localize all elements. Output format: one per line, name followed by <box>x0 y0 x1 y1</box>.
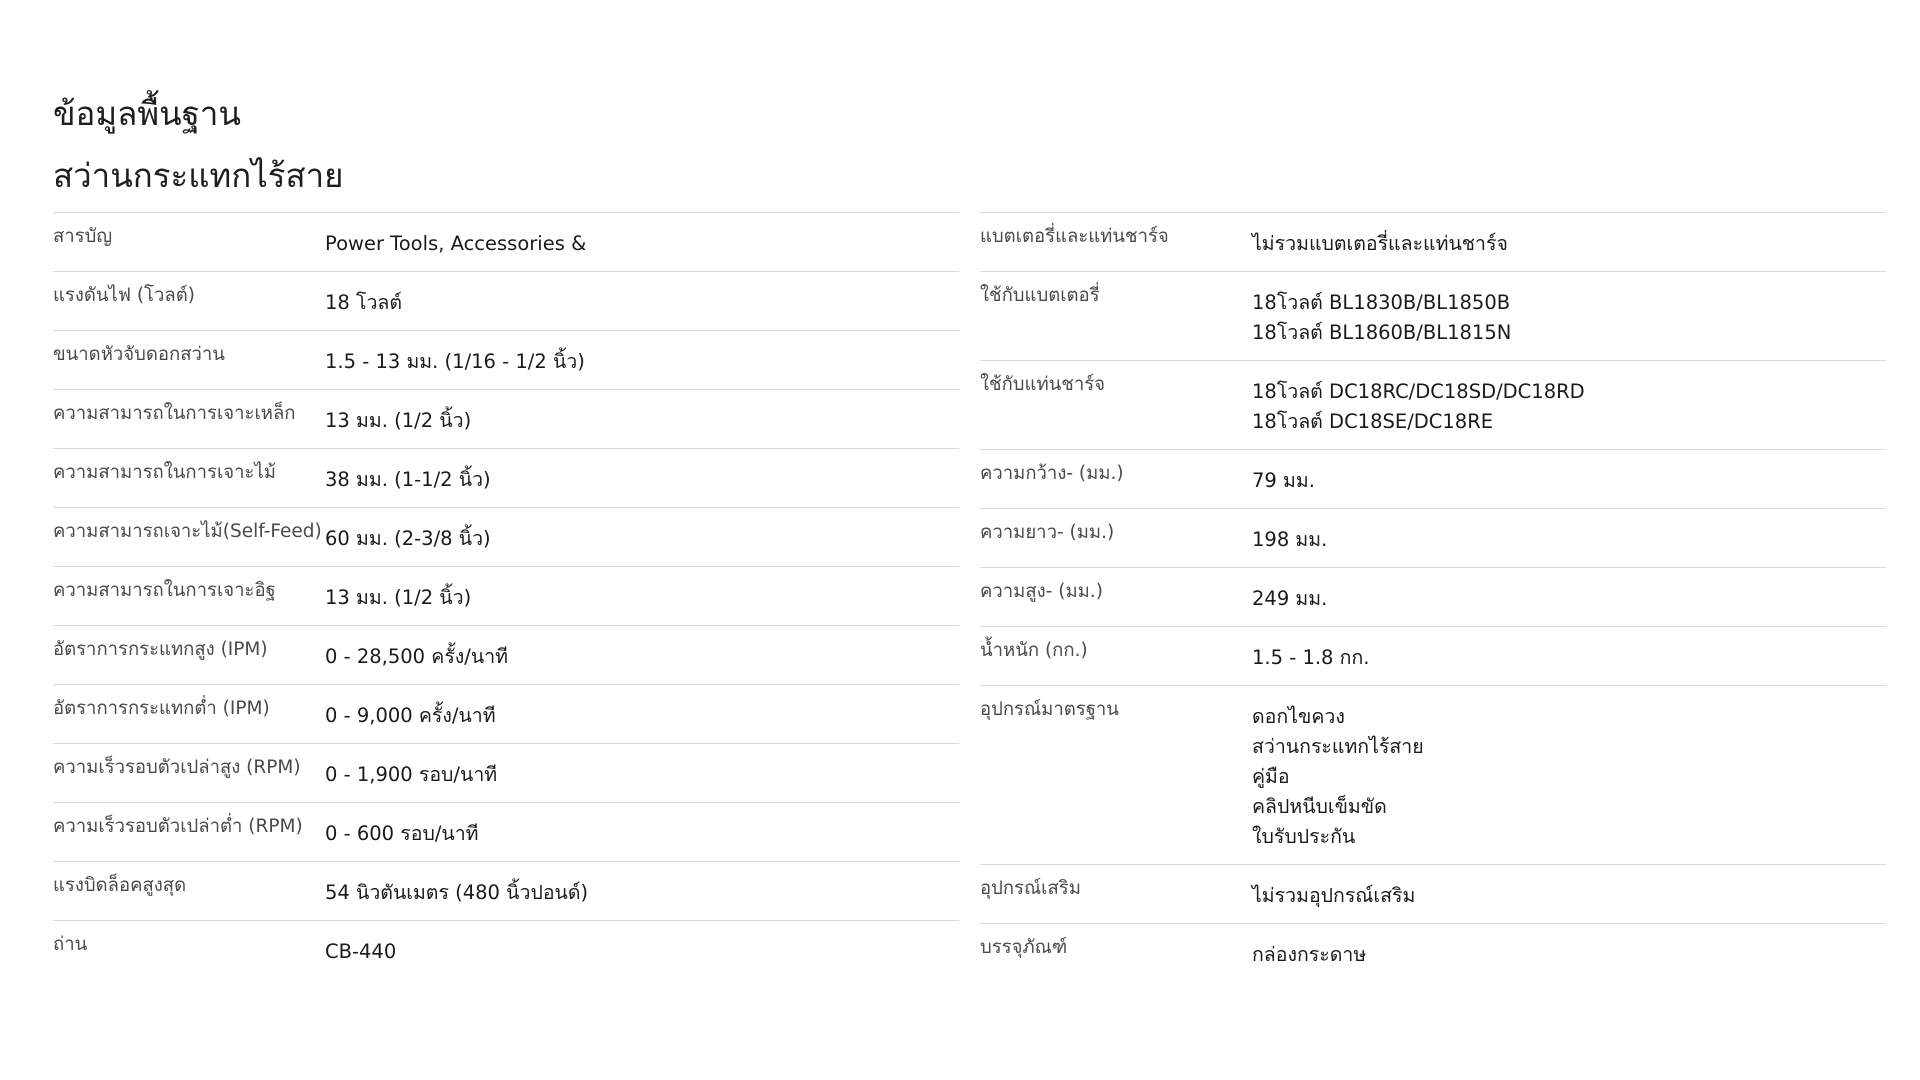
spec-value <box>1252 373 1886 437</box>
spec-value-line: Power Tools, Accessories & <box>325 232 587 255</box>
spec-row <box>53 802 959 861</box>
spec-page <box>53 88 1886 982</box>
spec-value <box>325 225 959 259</box>
spec-row <box>53 684 959 743</box>
spec-value <box>325 461 959 495</box>
spec-value-line: 13 มม. (1/2 นิ้ว) <box>325 586 472 609</box>
spec-value <box>1252 284 1886 348</box>
spec-value-line: ดอกไขควง <box>1252 705 1345 728</box>
spec-row <box>980 449 1886 508</box>
spec-label: บรรจุภัณฑ์ <box>980 937 1068 958</box>
spec-label: ขนาดหัวจับดอกสว่าน <box>53 344 225 365</box>
spec-value-line: 79 มม. <box>1252 469 1315 492</box>
spec-value-line: ไม่รวมแบตเตอรี่และแท่นชาร์จ <box>1252 232 1508 255</box>
spec-row <box>980 626 1886 685</box>
spec-value-line: 0 - 1,900 รอบ/นาที <box>325 763 498 786</box>
spec-label: อุปกรณ์เสริม <box>980 878 1081 899</box>
spec-label: แรงดันไฟ (โวลต์) <box>53 285 195 306</box>
spec-value <box>1252 225 1886 259</box>
spec-value-line: 60 มม. (2-3/8 นิ้ว) <box>325 527 491 550</box>
spec-value-line: สว่านกระแทกไร้สาย <box>1252 735 1424 758</box>
spec-value-line: ไม่รวมอุปกรณ์เสริม <box>1252 884 1416 907</box>
spec-value-line: 54 นิวตันเมตร (480 นิ้วปอนด์) <box>325 881 589 904</box>
spec-label: อุปกรณ์มาตรฐาน <box>980 699 1119 720</box>
spec-label: ความสามารถในการเจาะไม้ <box>53 462 276 483</box>
spec-row <box>53 566 959 625</box>
spec-label: น้ำหนัก (กก.) <box>980 640 1088 661</box>
spec-row <box>53 330 959 389</box>
spec-row <box>53 212 959 271</box>
spec-value <box>1252 936 1886 970</box>
spec-value-line: 18โวลต์ BL1860B/BL1815N <box>1252 321 1512 344</box>
spec-row <box>53 920 959 979</box>
spec-row <box>53 625 959 684</box>
spec-row <box>53 389 959 448</box>
spec-label: ความยาว- (มม.) <box>980 522 1115 543</box>
spec-value <box>325 756 959 790</box>
spec-label: ใช้กับแท่นชาร์จ <box>980 374 1106 395</box>
spec-value <box>325 874 959 908</box>
spec-label: ความสามารถเจาะไม้(Self-Feed) <box>53 521 322 542</box>
spec-value-line: 198 มม. <box>1252 528 1328 551</box>
spec-column-right <box>980 212 1886 982</box>
spec-row <box>980 567 1886 626</box>
spec-value-line: 0 - 9,000 ครั้ง/นาที <box>325 704 496 727</box>
spec-value-line: 18โวลต์ BL1830B/BL1850B <box>1252 291 1511 314</box>
spec-label: สารบัญ <box>53 226 113 247</box>
spec-value <box>325 933 959 967</box>
spec-row <box>53 448 959 507</box>
spec-row <box>53 861 959 920</box>
spec-table <box>53 212 1886 982</box>
spec-value <box>1252 877 1886 911</box>
spec-label: อัตราการกระแทกสูง (IPM) <box>53 639 268 660</box>
spec-row <box>980 508 1886 567</box>
spec-label: ถ่าน <box>53 934 88 955</box>
spec-row <box>980 212 1886 271</box>
spec-row <box>53 271 959 330</box>
spec-row <box>53 743 959 802</box>
spec-value-line: กล่องกระดาษ <box>1252 943 1367 966</box>
spec-value-line: 1.5 - 13 มม. (1/16 - 1/2 นิ้ว) <box>325 350 585 373</box>
spec-label: ใช้กับแบตเตอรี่ <box>980 285 1100 306</box>
spec-label: ความเร็วรอบตัวเปล่าต่ำ (RPM) <box>53 816 303 837</box>
spec-value <box>325 520 959 554</box>
spec-value <box>1252 462 1886 496</box>
spec-value <box>325 697 959 731</box>
spec-value <box>325 402 959 436</box>
spec-row <box>980 271 1886 360</box>
spec-row <box>980 360 1886 449</box>
spec-value <box>325 638 959 672</box>
spec-value-line: ใบรับประกัน <box>1252 825 1356 848</box>
spec-column-left <box>53 212 959 982</box>
spec-value <box>325 815 959 849</box>
spec-value <box>325 343 959 377</box>
spec-label: ความสูง- (มม.) <box>980 581 1103 602</box>
spec-label: แรงบิดล็อคสูงสุด <box>53 875 187 896</box>
spec-label: ความสามารถในการเจาะอิฐ <box>53 580 276 601</box>
spec-label: ความสามารถในการเจาะเหล็ก <box>53 403 296 424</box>
spec-value <box>1252 521 1886 555</box>
spec-value <box>1252 639 1886 673</box>
spec-label: แบตเตอรี่และแท่นชาร์จ <box>980 226 1169 247</box>
spec-value-line: 0 - 28,500 ครั้ง/นาที <box>325 645 509 668</box>
spec-value-line: 1.5 - 1.8 กก. <box>1252 646 1370 669</box>
spec-value <box>325 579 959 613</box>
spec-value-line: 18โวลต์ DC18SE/DC18RE <box>1252 410 1494 433</box>
spec-value <box>1252 698 1886 852</box>
spec-value-line: 0 - 600 รอบ/นาที <box>325 822 479 845</box>
spec-value-line: คู่มือ <box>1252 765 1290 788</box>
spec-row <box>53 507 959 566</box>
spec-value-line: 249 มม. <box>1252 587 1328 610</box>
spec-value-line: 18โวลต์ DC18RC/DC18SD/DC18RD <box>1252 380 1585 403</box>
spec-row <box>980 685 1886 864</box>
spec-row <box>980 864 1886 923</box>
spec-value-line: 38 มม. (1-1/2 นิ้ว) <box>325 468 491 491</box>
section-heading: ข้อมูลพื้นฐาน <box>53 94 241 133</box>
spec-row <box>980 923 1886 982</box>
spec-value-line: 18 โวลต์ <box>325 291 403 314</box>
spec-value-line: คลิปหนีบเข็มขัด <box>1252 795 1387 818</box>
spec-label: ความกว้าง- (มม.) <box>980 463 1124 484</box>
spec-value-line: 13 มม. (1/2 นิ้ว) <box>325 409 472 432</box>
spec-label: ความเร็วรอบตัวเปล่าสูง (RPM) <box>53 757 301 778</box>
spec-value <box>325 284 959 318</box>
spec-value <box>1252 580 1886 614</box>
spec-label: อัตราการกระแทกต่ำ (IPM) <box>53 698 270 719</box>
product-title: สว่านกระแทกไร้สาย <box>53 156 344 195</box>
spec-value-line: CB-440 <box>325 940 397 963</box>
